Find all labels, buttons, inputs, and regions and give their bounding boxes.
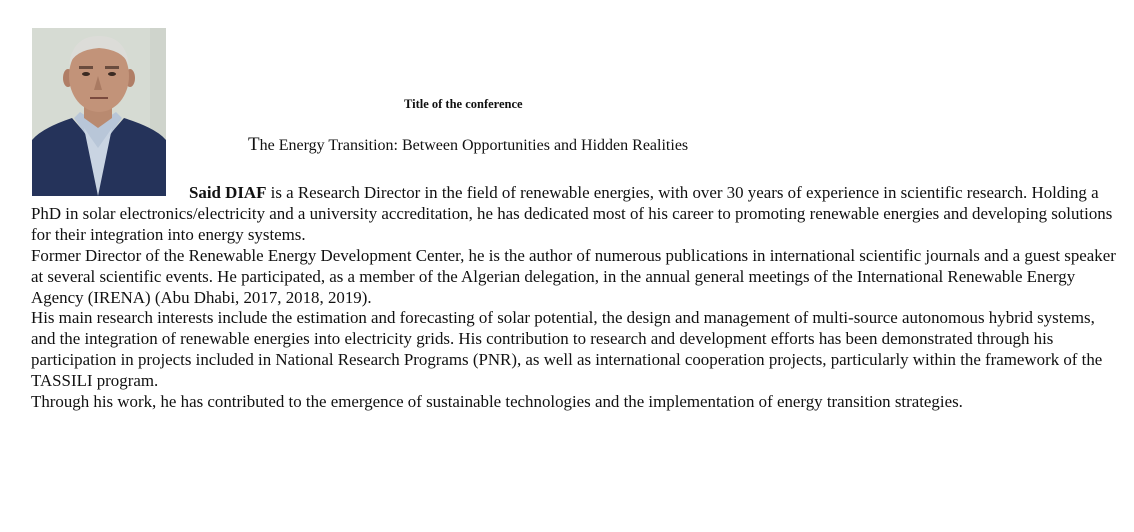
speaker-name: Said DIAF [189, 183, 267, 202]
bio-paragraph-1 [31, 183, 1121, 246]
conference-title-rest: he Energy Transition: Between Opportunities and Hidden Realities [259, 137, 689, 154]
speaker-photo [32, 28, 166, 196]
conference-label: Title of the conference [404, 97, 523, 111]
portrait-image [32, 28, 166, 196]
conference-title-initial: T [248, 134, 260, 155]
bio-paragraph-1-text: is a Research Director in the field of renewable energies, with over 30 years of experience in scientific research. Holding a PhD in solar electronics/electricity and a university accreditation, he has dedicated most of his career to promoting renewable energies and developing solutions for their integration into energy systems. [31, 183, 1113, 244]
conference-title [248, 134, 688, 156]
bio-paragraph-3: His main research interests include the estimation and forecasting of solar potential, the design and management of multi-source autonomous hybrid systems, and the integration of renewable energies into electricity grids. His contribution to research and development efforts has been demonstrated through his participation in projects included in National Research Programs (PNR), as well as international cooperation projects, particularly within the framework of the TASSILI program. [31, 308, 1103, 391]
bio-paragraph-2: Former Director of the Renewable Energy Development Center, he is the author of numerous publications in international scientific journals and a guest speaker at several scientific events. He participated, as a member of the Algerian delegation, in the annual general meetings of the International Renewable Energy Agency (IRENA) (Abu Dhabi, 2017, 2018, 2019). [31, 245, 1116, 307]
speaker-bio [31, 183, 1121, 413]
bio-paragraph-4: Through his work, he has contributed to the emergence of sustainable technologies and the implementation of energy transition strategies. [31, 392, 963, 412]
